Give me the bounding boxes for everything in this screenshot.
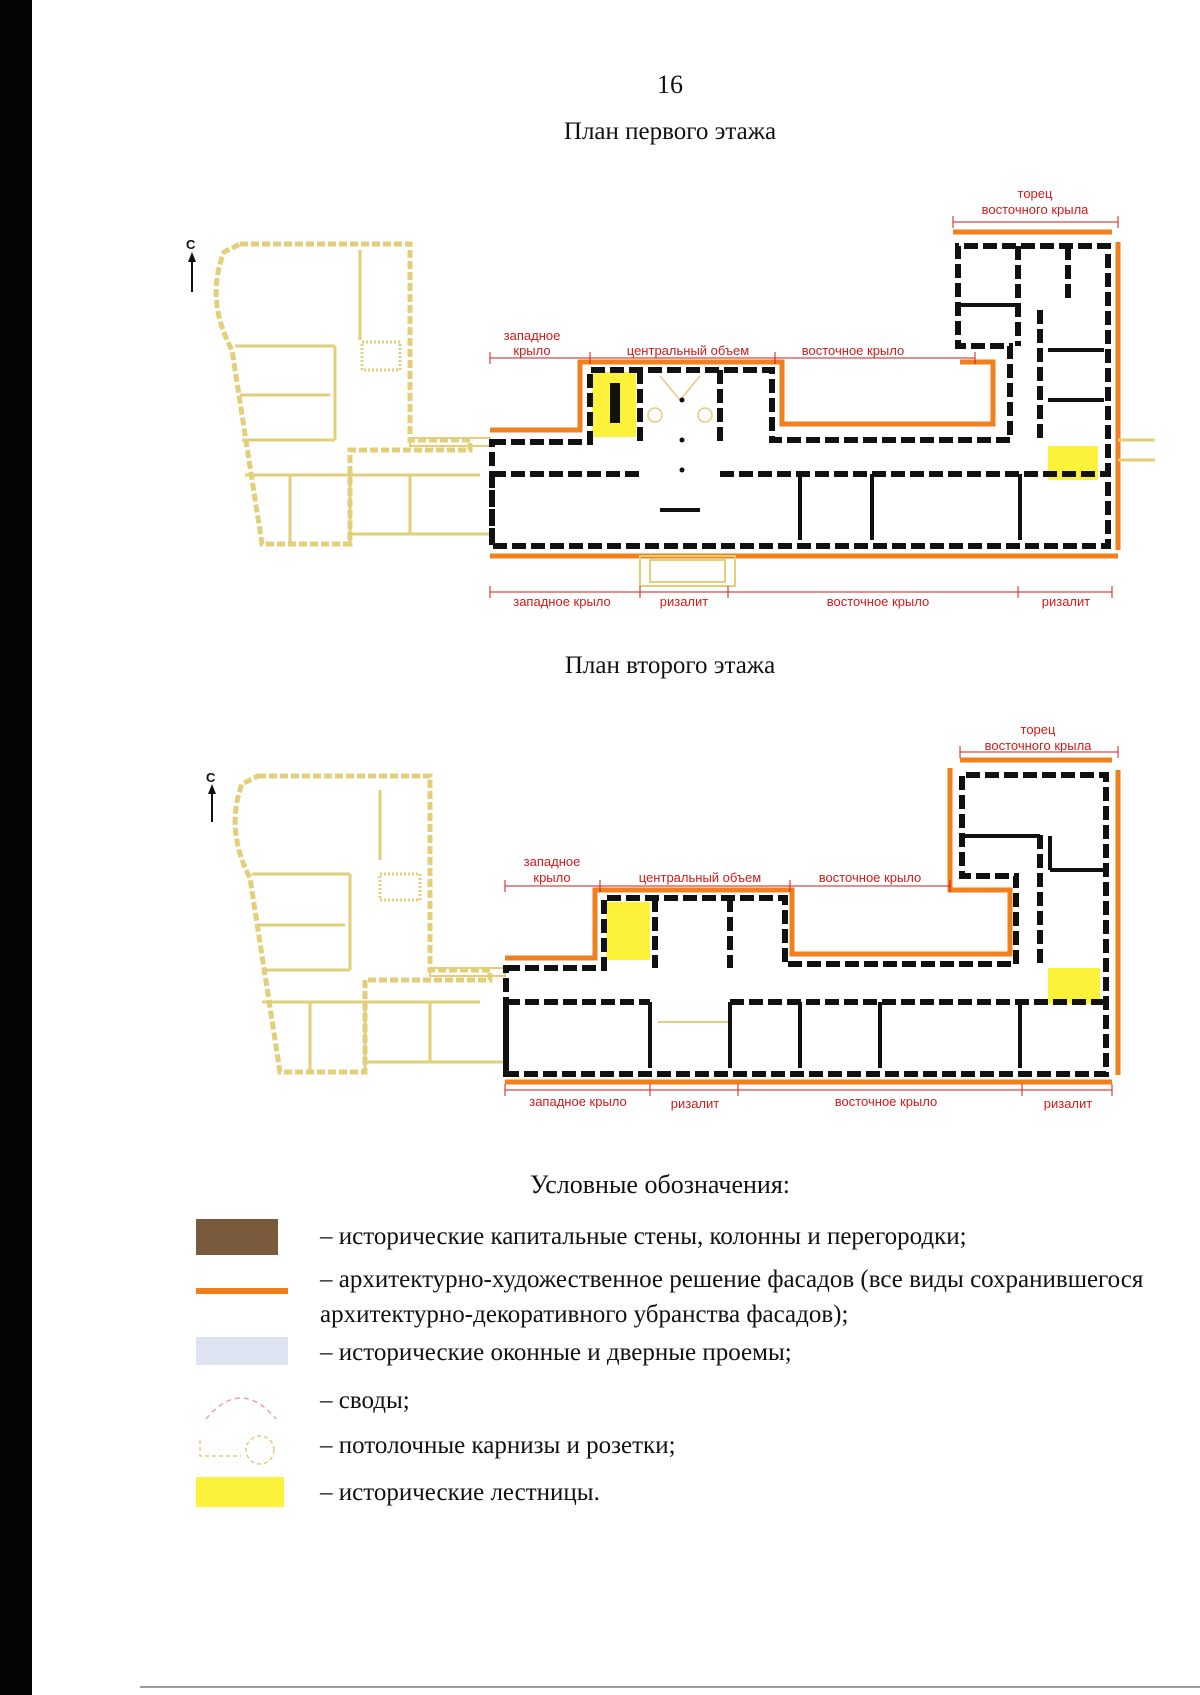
north-arrow-head xyxy=(188,252,196,262)
legend-text-walls: – исторические капитальные стены, колонны и перегородки; xyxy=(320,1223,967,1250)
label-east-wing-top: восточное крыло xyxy=(818,870,922,885)
swatch-vaults-icon xyxy=(196,1383,286,1423)
label-east-wing-bottom: восточное крыло xyxy=(826,594,930,609)
facade-lines xyxy=(505,760,1118,1082)
facade-lines xyxy=(490,232,1118,556)
legend-item-stairs xyxy=(196,1475,1156,1535)
historic-staircase-east xyxy=(1048,968,1100,1004)
legend-title: Условные обозначения: xyxy=(529,1170,791,1199)
label-risalit-center: ризалит xyxy=(659,594,709,609)
legend-text-cornices: – потолочные карнизы и розетки; xyxy=(320,1432,676,1459)
legend-item-facades xyxy=(196,1262,1156,1334)
plan-title-second-floor: План второго этажа xyxy=(564,652,776,679)
label-central-volume: центральный объем xyxy=(638,870,762,885)
swatch-openings xyxy=(196,1337,288,1365)
north-arrow-head xyxy=(208,784,216,794)
entrance-steps xyxy=(640,556,735,586)
swatch-walls xyxy=(196,1219,278,1255)
second-floor-plan xyxy=(0,715,1200,1130)
legend-text-stairs: – исторические лестницы. xyxy=(320,1479,600,1506)
swatch-stairs xyxy=(196,1477,284,1507)
label-east-wing-end-2: восточного крыла xyxy=(981,202,1089,217)
north-arrow-label: С xyxy=(206,770,216,785)
label-west-wing-bottom: западное крыло xyxy=(529,1094,627,1109)
label-risalit-east: ризалит xyxy=(1043,1096,1093,1111)
label-west-wing-bottom: западное крыло xyxy=(513,594,611,609)
label-risalit-east: ризалит xyxy=(1041,594,1091,609)
label-central-volume: центральный объем xyxy=(626,343,750,358)
legend-text-vaults: – своды; xyxy=(320,1387,410,1414)
label-east-wing-end: торец xyxy=(1017,186,1053,201)
west-wing-partitions xyxy=(235,250,490,544)
plan-title-first-floor: План первого этажа xyxy=(563,118,777,145)
label-west-wing-top: западное xyxy=(503,328,561,343)
label-east-wing-top: восточное крыло xyxy=(801,343,905,358)
label-east-wing-bottom: восточное крыло xyxy=(834,1094,938,1109)
label-risalit-center: ризалит xyxy=(670,1096,720,1111)
label-west-wing-top-2: крыло xyxy=(513,343,551,358)
label-west-wing-top: западное xyxy=(523,854,581,869)
label-east-wing-end-2: восточного крыла xyxy=(984,738,1092,753)
page-bottom-rule xyxy=(140,1686,1200,1688)
historic-staircase-center xyxy=(606,902,650,960)
top-dimension-line xyxy=(505,746,1118,892)
swatch-cornices-icon xyxy=(196,1428,286,1468)
label-east-wing-end: торец xyxy=(1020,722,1056,737)
swatch-facades xyxy=(196,1288,288,1294)
north-arrow-label: С xyxy=(186,237,196,252)
top-dimension-line xyxy=(490,216,1118,364)
label-west-wing-top-2: крыло xyxy=(533,870,571,885)
legend-text-openings: – исторические оконные и дверные проемы; xyxy=(320,1339,792,1366)
first-floor-plan xyxy=(0,180,1200,640)
legend-text-facades: – архитектурно-художественное решение фасадов (все виды сохранившегося архитектурно-декоративного убранства фасадов); xyxy=(320,1266,1144,1328)
west-wing-partitions xyxy=(252,790,505,1072)
page-number: 16 xyxy=(657,70,683,99)
